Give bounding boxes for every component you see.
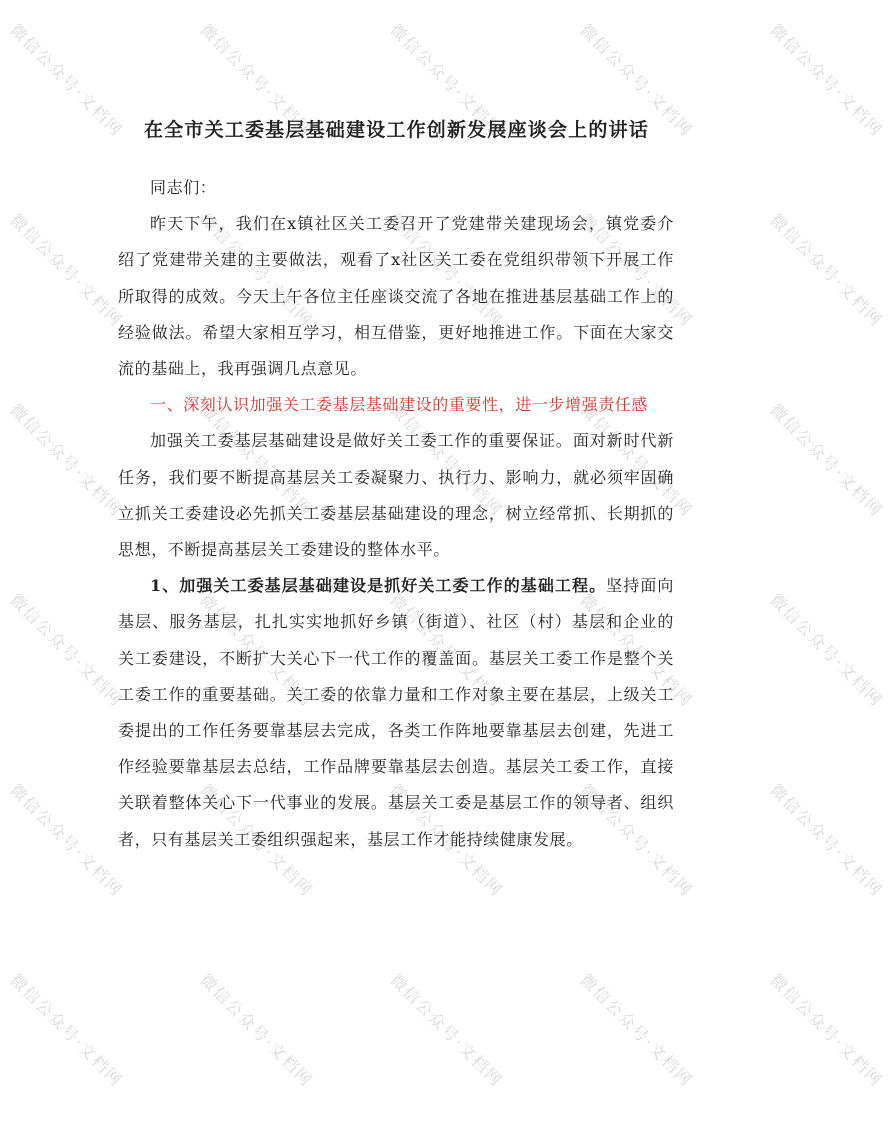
watermark: 微信公众号·文档网: [576, 20, 697, 141]
watermark: 微信公众号·文档网: [766, 590, 887, 711]
watermark: 微信公众号·文档网: [576, 210, 697, 331]
watermark: 微信公众号·文档网: [766, 210, 887, 331]
watermark: 微信公众号·文档网: [6, 400, 127, 521]
watermark: 微信公众号·文档网: [6, 210, 127, 331]
watermark: 微信公众号·文档网: [196, 20, 317, 141]
paragraph-intro: 昨天下午，我们在x镇社区关工委召开了党建带关建现场会，镇党委介绍了党建带关建的主要做法，观看了x社区关工委在党组织带领下开展工作所取得的成效。今天上午各位主任座谈交流了各地在推进基层基础工作上的经验做法。希望大家相互学习，相互借鉴，更好地推进工作。下面在大家交流的基础上，我再强调几点意见。: [118, 214, 674, 379]
watermark: 微信公众号·文档网: [576, 400, 697, 521]
watermark: 微信公众号·文档网: [766, 970, 887, 1091]
watermark: 微信公众号·文档网: [386, 970, 507, 1091]
watermark: 微信公众号·文档网: [196, 970, 317, 1091]
watermark: 微信公众号·文档网: [196, 210, 317, 331]
watermark: 微信公众号·文档网: [6, 780, 127, 901]
watermark: 微信公众号·文档网: [576, 780, 697, 901]
point-1-body: 坚持面向基层、服务基层，扎扎实实地抓好乡镇（街道）、社区（村）基层和企业的关工委建设，不断扩大关心下一代工作的覆盖面。基层关工委工作是整个关工委工作的重要基础。关工委的依靠力量和工作对象主要在基层，上级关工委提出的工作任务要靠基层去完成，各类工作阵地要靠基层去创建，先进工作经验要靠基层去总结，工作品牌要靠基层去创造。基层关工委工作，直接关联着整体关心下一代事业的发展。基层关工委是基层工作的领导者、组织者，只有基层关工委组织强起来，基层工作才能持续健康发展。: [118, 576, 674, 849]
section-heading-1: 一、深刻认识加强关工委基层基础建设的重要性，进一步增强责任感: [150, 395, 649, 415]
watermark: 微信公众号·文档网: [766, 400, 887, 521]
watermark: 微信公众号·文档网: [386, 210, 507, 331]
watermark: 微信公众号·文档网: [576, 590, 697, 711]
document-body: [118, 170, 674, 858]
watermark: 微信公众号·文档网: [6, 20, 127, 141]
watermark: 微信公众号·文档网: [196, 400, 317, 521]
point-1-lead: 1、加强关工委基层基础建设是抓好关工委工作的基础工程。: [150, 576, 607, 596]
watermark: 微信公众号·文档网: [386, 590, 507, 711]
watermark: 微信公众号·文档网: [576, 970, 697, 1091]
salutation: 同志们：: [150, 178, 217, 197]
watermark: 微信公众号·文档网: [386, 400, 507, 521]
watermark: 微信公众号·文档网: [196, 590, 317, 711]
point-1-paragraph: [118, 568, 674, 858]
watermark: 微信公众号·文档网: [386, 20, 507, 141]
watermark: 微信公众号·文档网: [766, 780, 887, 901]
watermark: 微信公众号·文档网: [6, 970, 127, 1091]
watermark: 微信公众号·文档网: [6, 590, 127, 711]
paragraph-importance: 加强关工委基层基础建设是做好关工委工作的重要保证。面对新时代新任务，我们要不断提高基层关工委凝聚力、执行力、影响力，就必须牢固确立抓关工委建设必先抓关工委基层基础建设的理念，树立经常抓、长期抓的思想，不断提高基层关工委建设的整体水平。: [118, 431, 674, 560]
document-title: 在全市关工委基层基础建设工作创新发展座谈会上的讲话: [143, 119, 649, 141]
watermark: 微信公众号·文档网: [766, 20, 887, 141]
watermark: 微信公众号·文档网: [196, 780, 317, 901]
watermark: 微信公众号·文档网: [386, 780, 507, 901]
